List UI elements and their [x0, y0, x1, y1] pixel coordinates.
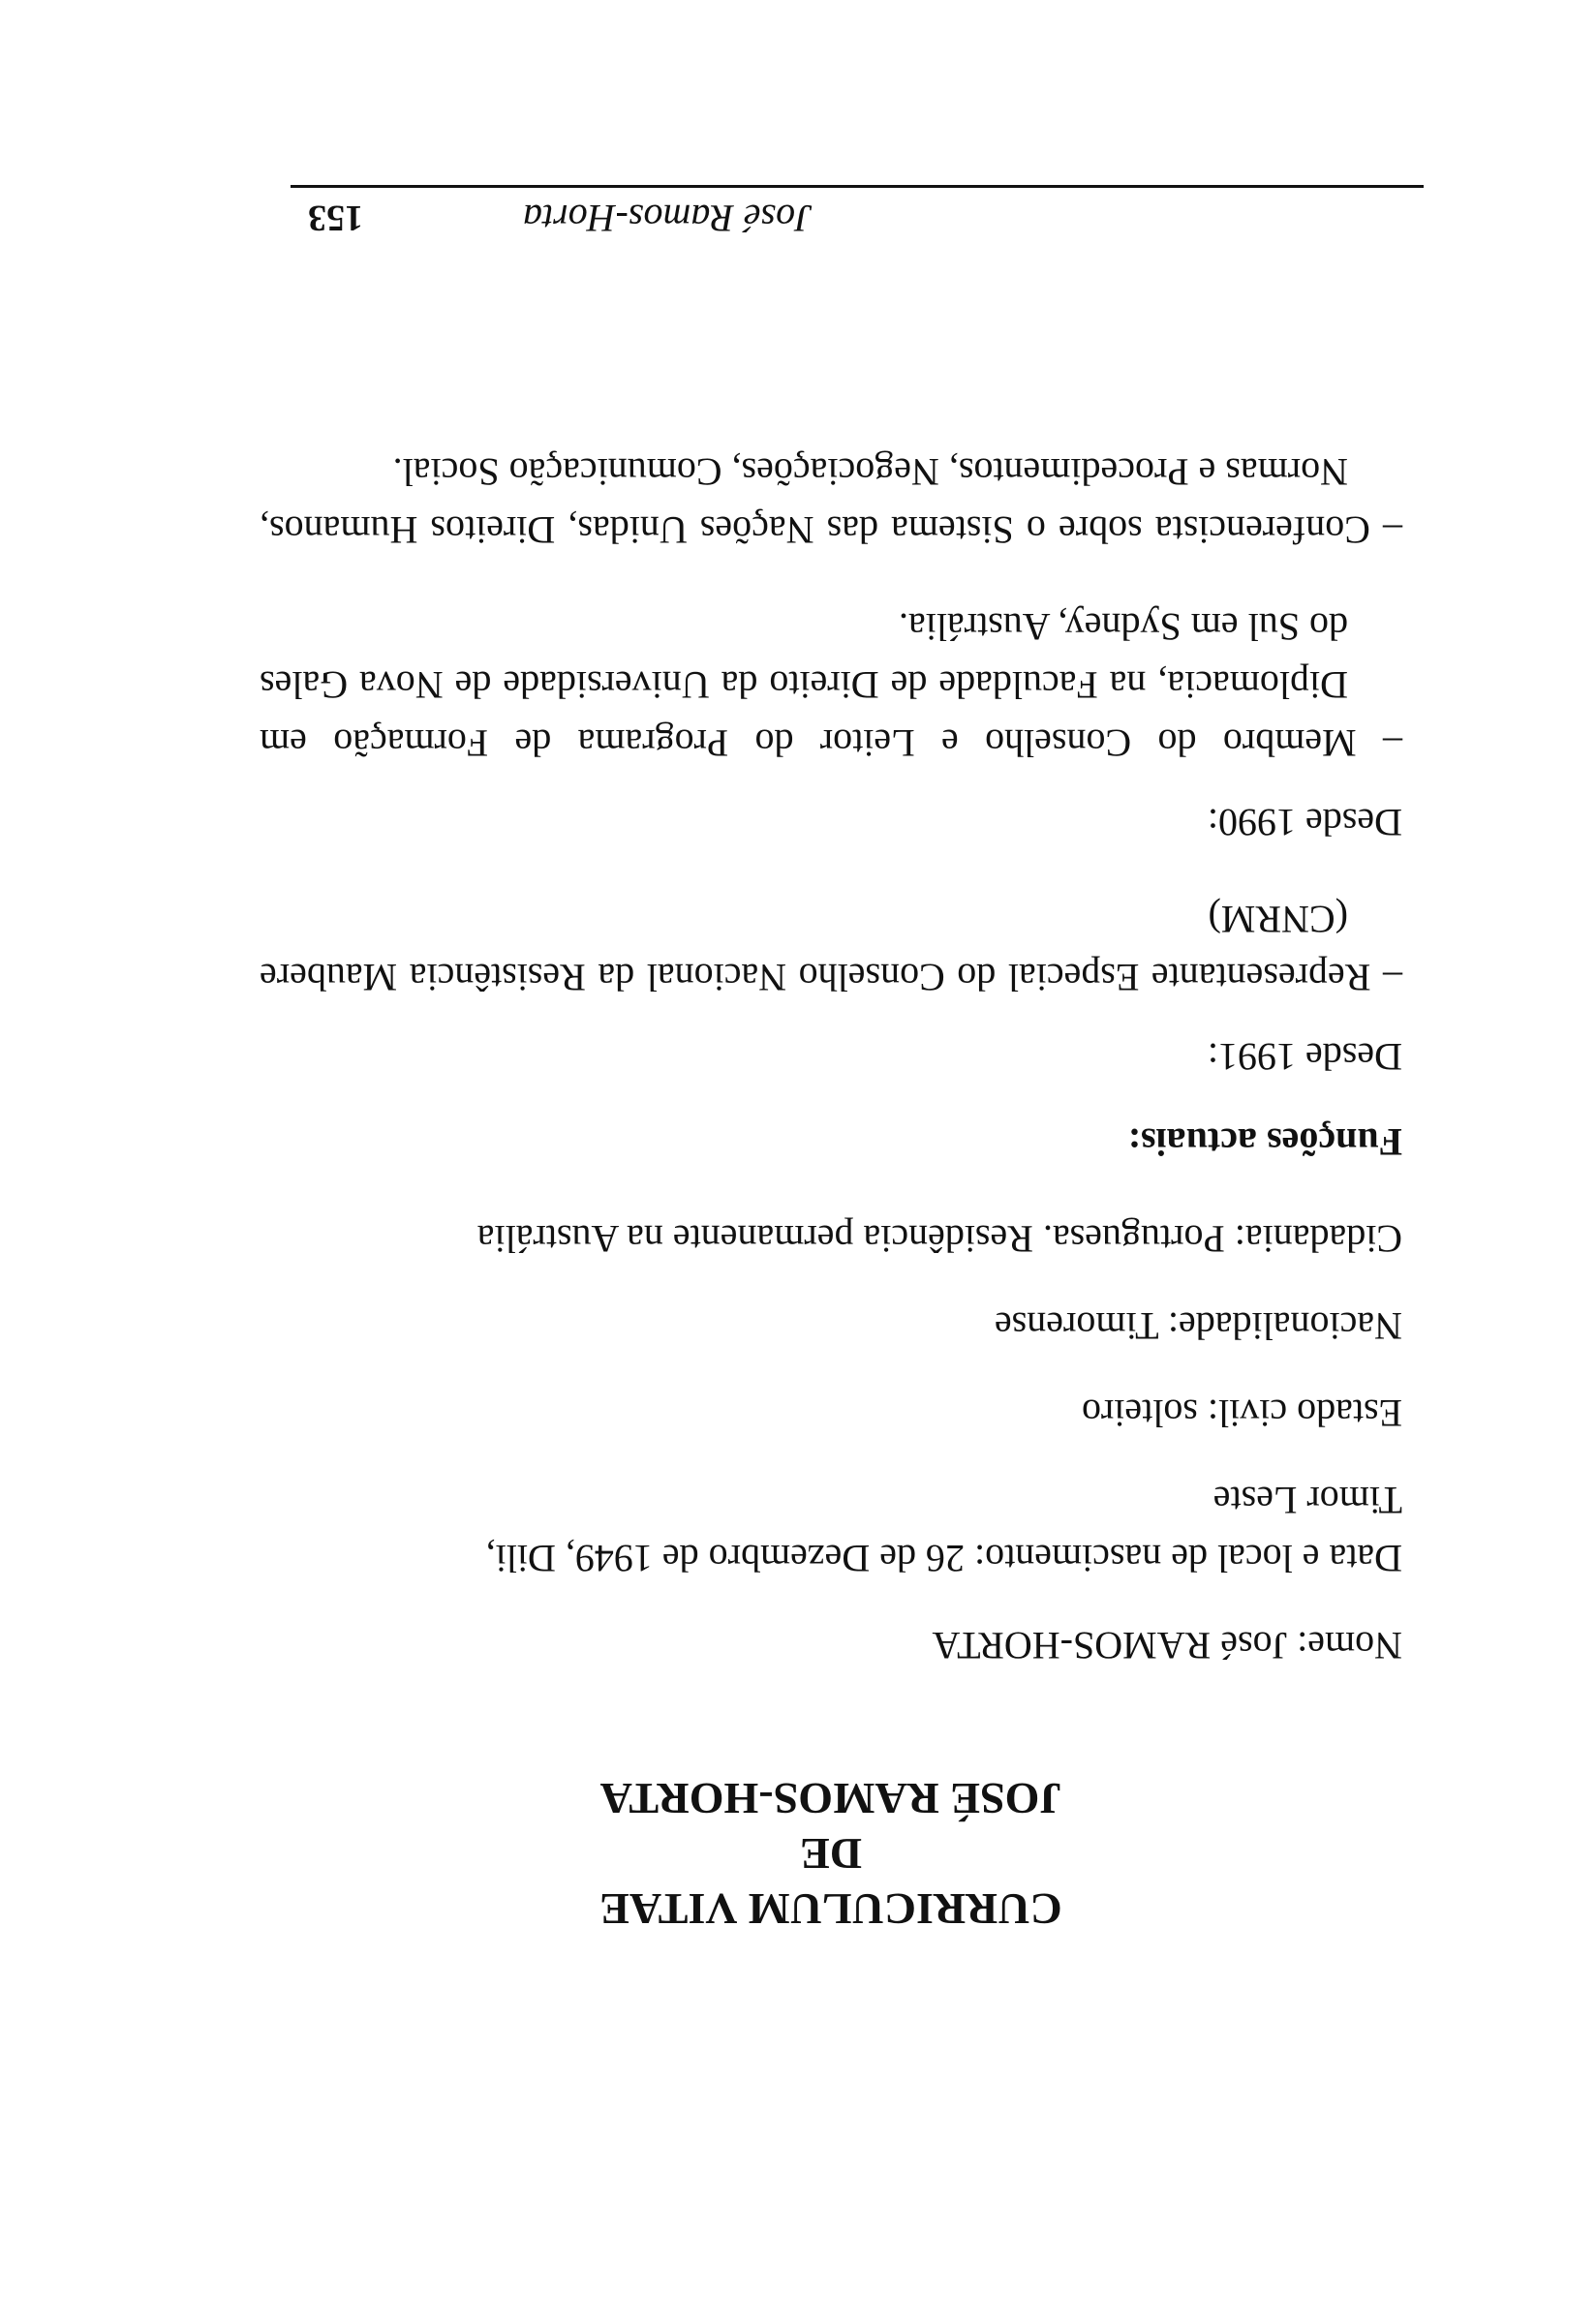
since-1991: Desde 1991: — [1207, 1035, 1402, 1079]
entry-representante-cnrm: – Representante Especial do Conselho Nacional da Resistência Maubere (CNRM) — [260, 898, 1402, 999]
cv-text-block — [260, 404, 1402, 1937]
since-1990: Desde 1990: — [1207, 801, 1402, 844]
section-title-funcoes: Funções actuais: — [1127, 1120, 1402, 1164]
cv-heading — [260, 1771, 1402, 1937]
cv-heading-line-2: DE — [800, 1829, 862, 1879]
field-nascimento — [260, 1471, 1402, 1587]
field-cidadania: Cidadania: Portuguesa. Residência permanente na Austrália — [476, 1217, 1402, 1261]
page-number: 153 — [308, 198, 363, 238]
entry-membro-conselho: – Membro do Conselho e Leitor do Programa de Formação em Diplomacia, na Faculdade de Direito da Universidade de Nova Gales do Sul em Sydney, Austrália. — [260, 605, 1402, 765]
field-estado-civil: Estado civil: solteiro — [1081, 1391, 1402, 1435]
field-nascimento-line-2: Timor Leste — [1212, 1479, 1402, 1522]
running-head — [291, 185, 1424, 242]
field-nome: Nome: José RAMOS-HORTA — [932, 1624, 1402, 1667]
field-nacionalidade: Nacionalidade: Timorense — [994, 1304, 1402, 1348]
entry-conferencista: – Conferencista sobre o Sistema das Nações Unidas, Direitos Humanos, Normas e Procedimentos, Negociações, Comunicação Social. — [260, 450, 1402, 552]
cv-heading-line-3: JOSÉ RAMOS-HORTA — [599, 1774, 1062, 1823]
field-nascimento-line-1: Data e local de nascimento: 26 de Dezembro de 1949, Dili, — [485, 1537, 1402, 1580]
cv-heading-line-1: CURRICULUM VITAE — [599, 1884, 1062, 1934]
running-head-title: José Ramos-Horta — [523, 197, 813, 240]
